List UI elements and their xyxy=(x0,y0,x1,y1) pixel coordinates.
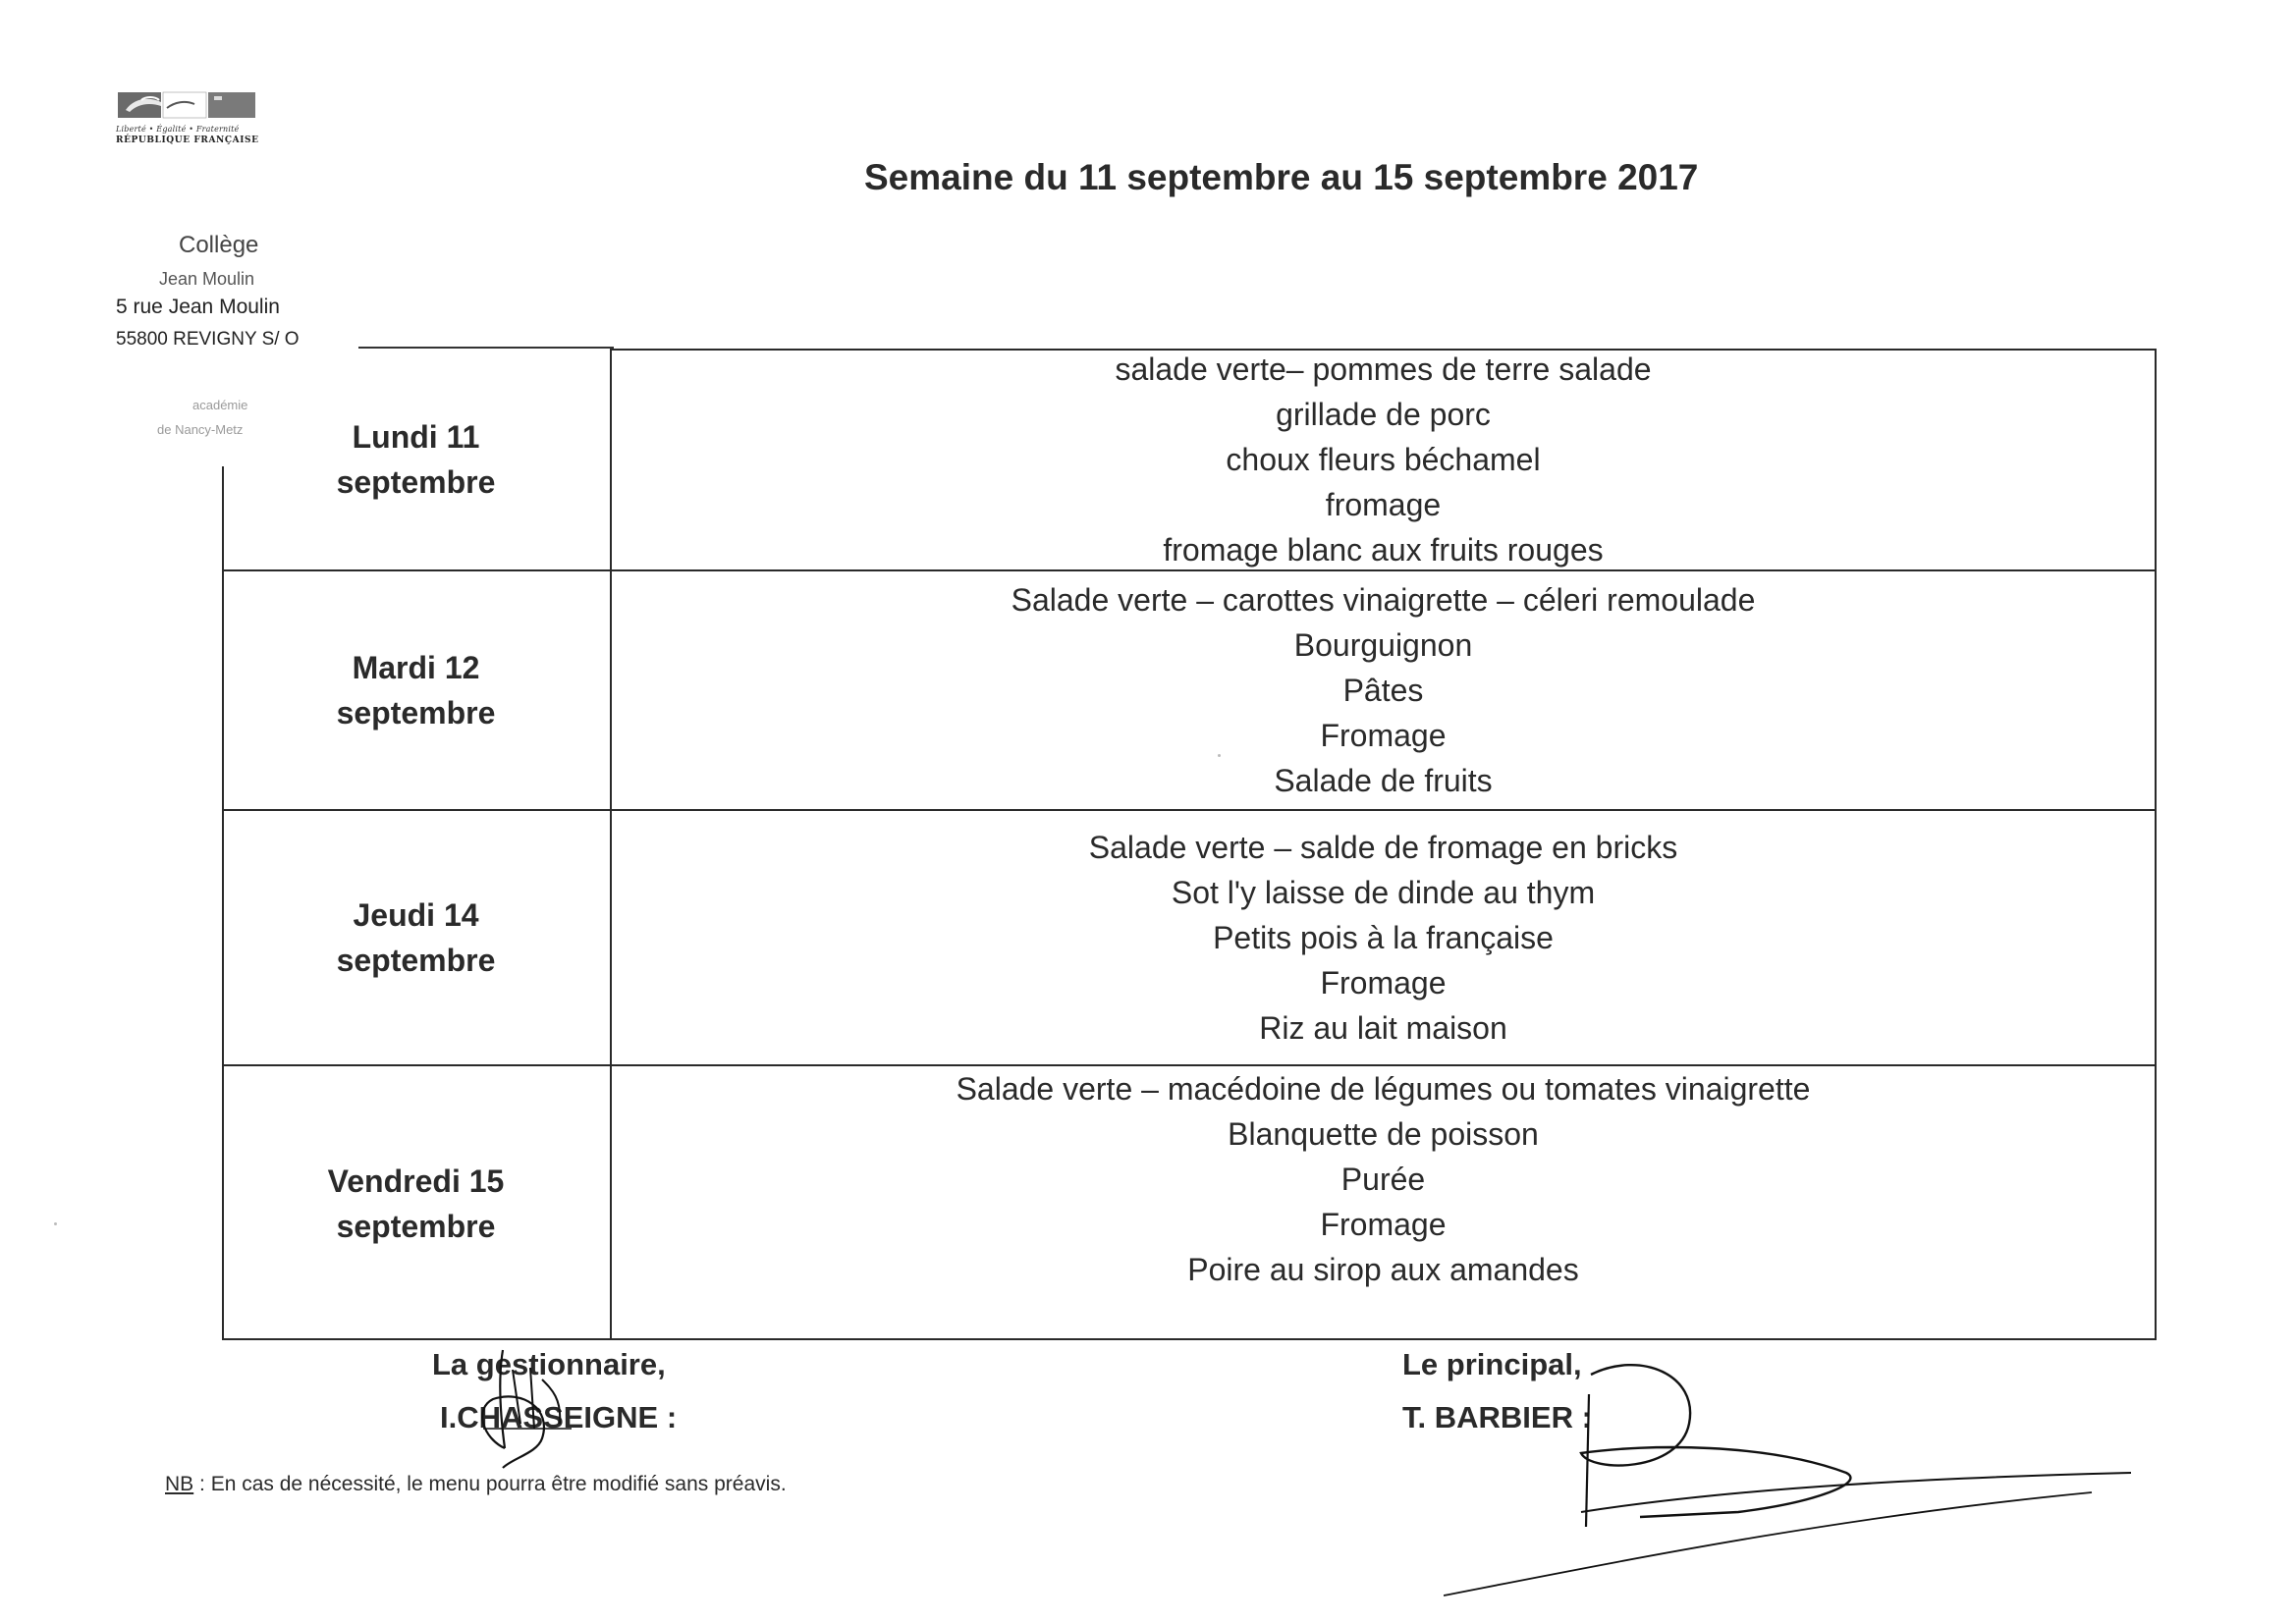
dish-list xyxy=(610,571,2157,809)
footnote xyxy=(165,1473,787,1496)
dish-item: Fromage xyxy=(1320,1207,1447,1242)
menu-row-friday xyxy=(222,1066,2157,1340)
dish-item: Pâtes xyxy=(1342,673,1424,708)
college-name: Collège xyxy=(179,232,259,258)
menu-row-thursday xyxy=(222,811,2157,1064)
day-label: Jeudi 14 septembre xyxy=(336,897,496,978)
principal-signature-icon xyxy=(1444,1355,2151,1600)
dish-item: choux fleurs béchamel xyxy=(1226,441,1541,477)
day-label: Vendredi 15 septembre xyxy=(327,1163,505,1244)
dish-item: Salade verte – macédoine de légumes ou tomates vinaigrette xyxy=(956,1071,1811,1107)
page-title: Semaine du 11 septembre au 15 septembre 2017 xyxy=(864,157,1699,197)
dish-item: Blanquette de poisson xyxy=(1228,1116,1539,1152)
logo-motto: Liberté • Égalité • Fraternité xyxy=(116,125,240,134)
dish-list xyxy=(610,811,2157,1064)
menu-row-tuesday xyxy=(222,571,2157,809)
dish-item: Fromage xyxy=(1320,965,1447,1001)
academie-region: de Nancy-Metz xyxy=(157,422,244,437)
manager-title: La gestionnaire, xyxy=(432,1347,666,1381)
manager-signature-icon xyxy=(444,1330,621,1478)
dish-item: salade verte– pommes de terre salade xyxy=(1115,351,1652,387)
menu-row-monday xyxy=(222,349,2157,569)
day-label: Lundi 11 septembre xyxy=(336,418,496,500)
menu-table xyxy=(222,349,2157,1340)
dish-item: Bourguignon xyxy=(1293,627,1473,663)
republique-logo xyxy=(116,90,258,145)
dish-item: Salade de fruits xyxy=(1274,763,1493,798)
dish-item: Riz au lait maison xyxy=(1259,1010,1507,1046)
address-city: 55800 REVIGNY S/ O xyxy=(116,329,300,350)
day-label: Mardi 12 septembre xyxy=(336,650,496,730)
dish-item: Poire au sirop aux amandes xyxy=(1187,1252,1579,1287)
principal-title: Le principal, xyxy=(1402,1347,1582,1381)
dish-item: Purée xyxy=(1340,1162,1426,1197)
footnote-label: NB xyxy=(165,1473,194,1495)
dish-list xyxy=(610,1066,2157,1340)
address-street: 5 rue Jean Moulin xyxy=(116,296,280,318)
dish-item: fromage blanc aux fruits rouges xyxy=(1163,531,1604,568)
dish-item: Petits pois à la française xyxy=(1213,920,1554,955)
dish-item: fromage xyxy=(1325,486,1442,522)
dish-item: Salade verte – salde de fromage en bricks xyxy=(1088,830,1678,865)
footnote-text: : En cas de nécessité, le menu pourra être modifié sans préavis. xyxy=(193,1473,787,1495)
dish-item: Fromage xyxy=(1320,718,1447,753)
scan-artifact xyxy=(1218,754,1221,757)
logo-republic: RÉPUBLIQUE FRANÇAISE xyxy=(116,135,259,145)
academie-label: académie xyxy=(192,398,248,412)
dish-list xyxy=(610,349,2157,569)
college-sub: Jean Moulin xyxy=(159,269,255,289)
scan-artifact xyxy=(54,1222,57,1225)
manager-name: I.CHASSEIGNE : xyxy=(440,1400,678,1434)
marianne-logo-icon xyxy=(116,90,258,122)
dish-item: grillade de porc xyxy=(1276,396,1491,432)
dish-item: Salade verte – carottes vinaigrette – céleri remoulade xyxy=(1011,582,1756,618)
dish-item: Sot l'y laisse de dinde au thym xyxy=(1171,875,1596,910)
principal-name: T. BARBIER : xyxy=(1402,1400,1592,1434)
